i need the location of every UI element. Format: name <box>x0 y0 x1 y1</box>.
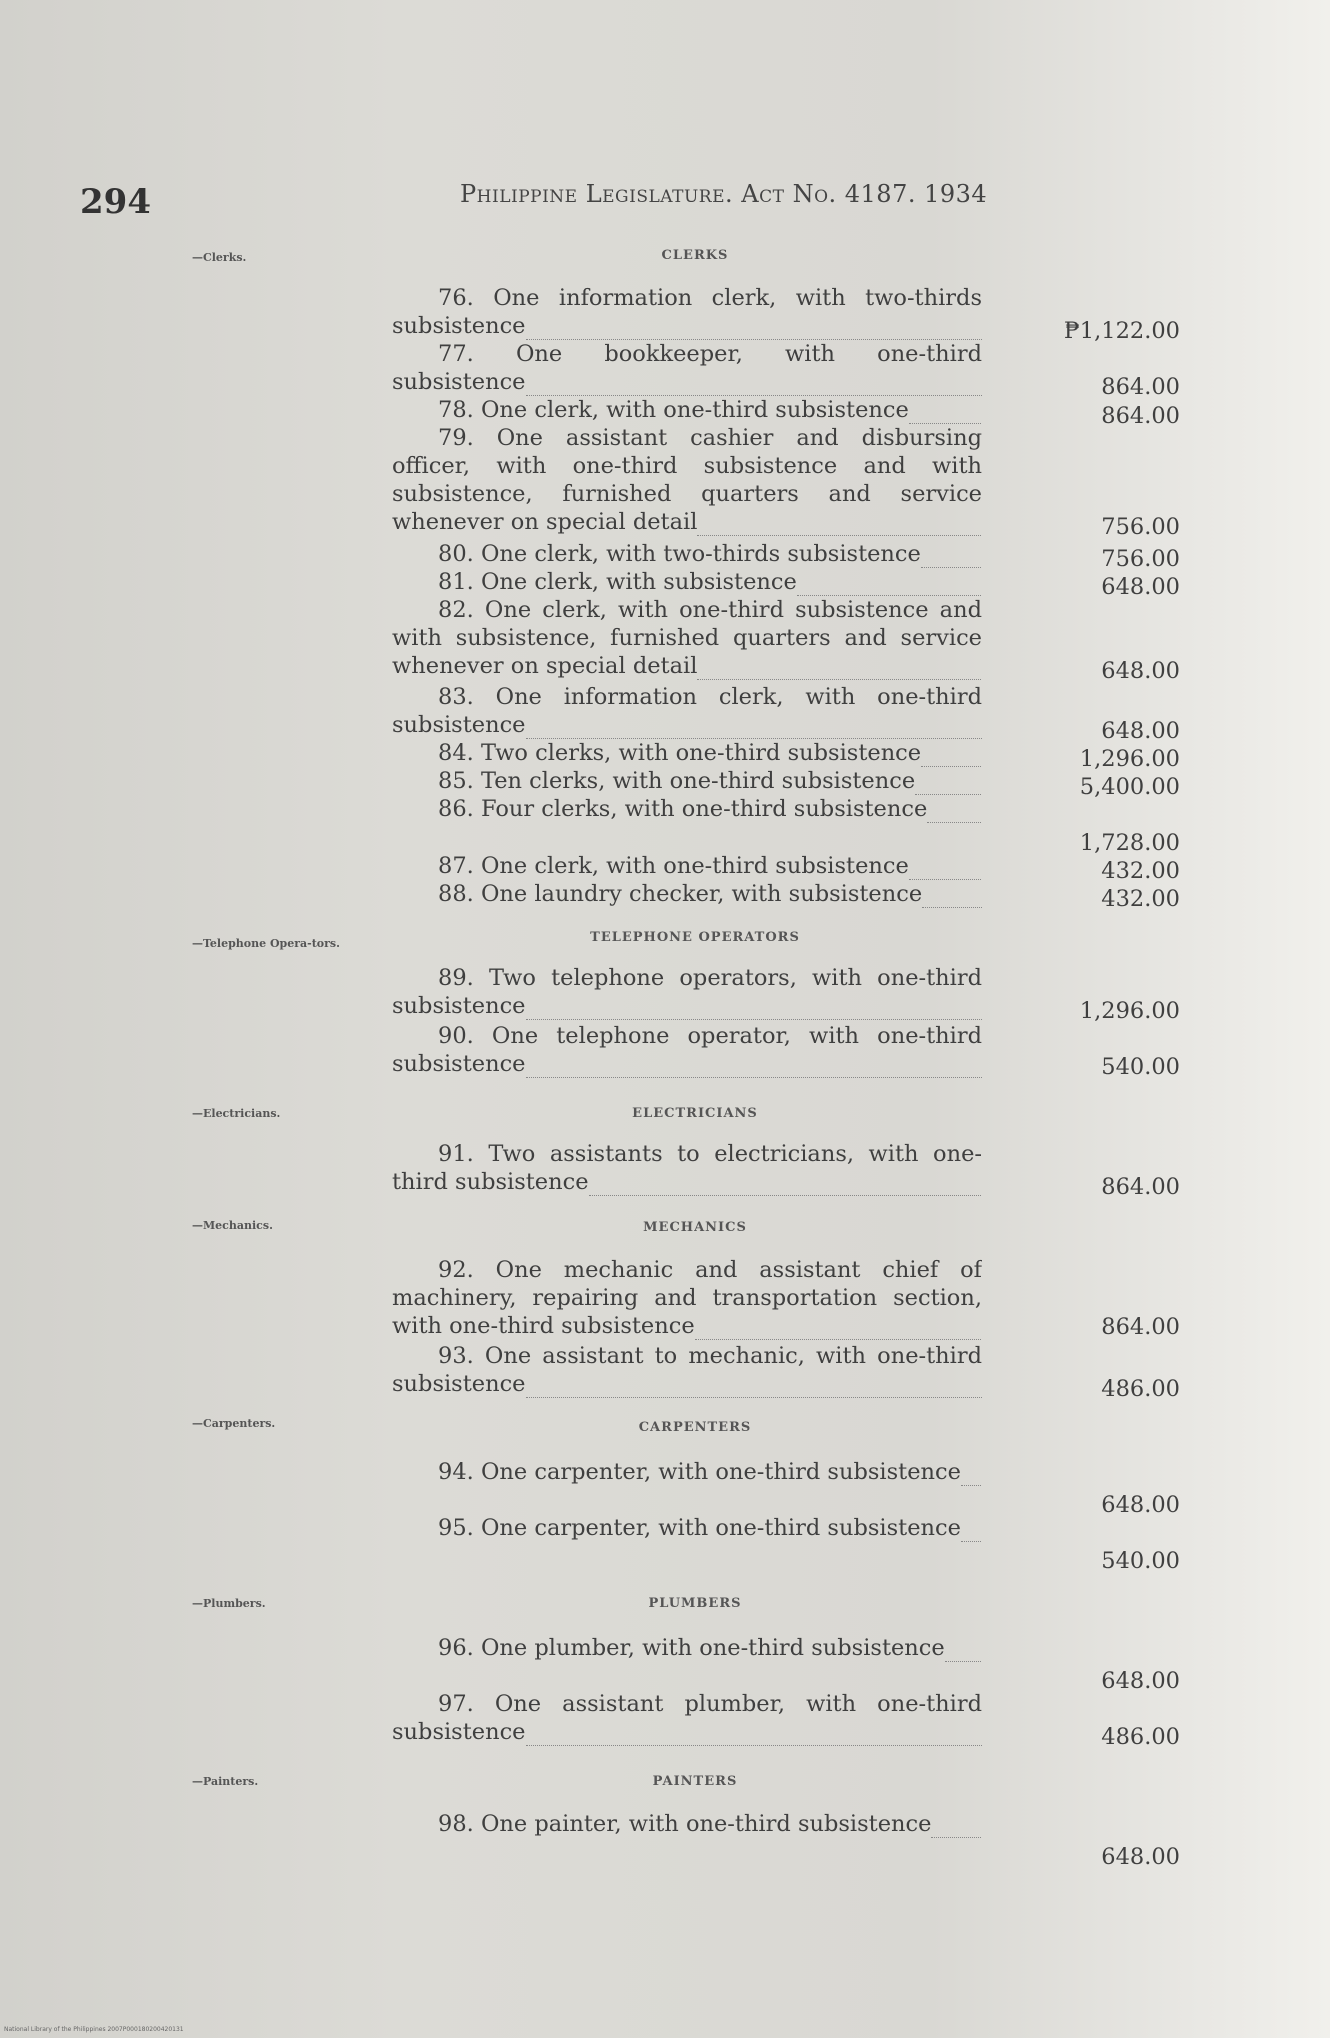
item-description <box>392 1634 982 1662</box>
item-89 <box>392 964 982 1020</box>
item-88 <box>392 880 982 908</box>
item-amount: 648.00 <box>1101 1844 1180 1870</box>
item-number: 83. <box>438 684 474 710</box>
item-77 <box>392 340 982 396</box>
item-text: One painter, with one-third subsistence <box>480 1811 932 1837</box>
item-number: 96. <box>438 1635 474 1661</box>
item-93 <box>392 1342 982 1398</box>
item-number: 76. <box>438 285 474 311</box>
item-84 <box>392 739 982 767</box>
item-number: 82. <box>438 597 474 623</box>
item-description <box>392 424 982 536</box>
item-97 <box>392 1690 982 1746</box>
item-text: One telephone operator, with one-third subsistence <box>392 1023 982 1077</box>
item-83 <box>392 683 982 739</box>
item-amount: 486.00 <box>1101 1724 1180 1750</box>
item-81 <box>392 568 982 596</box>
item-amount: 486.00 <box>1101 1376 1180 1402</box>
item-description <box>392 880 982 908</box>
item-number: 92. <box>438 1257 474 1283</box>
page-number: 294 <box>80 182 151 222</box>
item-text: Four clerks, with one-third subsistence <box>480 796 928 822</box>
item-text: Two telephone operators, with one-third subsistence <box>392 965 982 1019</box>
item-description <box>392 284 982 340</box>
section-heading-plumbers: PLUMBERS <box>648 1596 742 1611</box>
item-amount: 648.00 <box>1101 718 1180 744</box>
margin-note-carpenters: —Carpenters. <box>192 1417 276 1430</box>
item-text: One assistant cashier and disbursing officer, with one-third subsistence and with subsistence, furnished quarters and service whenever on special detail <box>392 425 982 535</box>
item-text: Ten clerks, with one-third subsistence <box>480 768 916 794</box>
item-76 <box>392 284 982 340</box>
scan-credit: National Library of the Philippines 2007P000180200420131 <box>4 2026 184 2033</box>
item-amount: 648.00 <box>1101 1668 1180 1694</box>
item-amount: 756.00 <box>1101 546 1180 572</box>
margin-note-telephone-operators: —Telephone Opera-tors. <box>192 937 340 950</box>
item-number: 80. <box>438 541 474 567</box>
item-number: 78. <box>438 397 474 423</box>
item-number: 87. <box>438 853 474 879</box>
item-92 <box>392 1256 982 1340</box>
section-heading-carpenters: CARPENTERS <box>638 1420 752 1435</box>
item-amount: 1,296.00 <box>1079 998 1180 1024</box>
item-description <box>392 795 982 823</box>
item-number: 95. <box>438 1515 474 1541</box>
item-number: 84. <box>438 740 474 766</box>
item-text: Two assistants to electricians, with one-third subsistence <box>392 1141 982 1195</box>
item-number: 90. <box>438 1023 474 1049</box>
item-description <box>392 1022 982 1078</box>
item-description <box>392 1342 982 1398</box>
margin-note-electricians: —Electricians. <box>192 1107 281 1120</box>
item-86 <box>392 795 982 823</box>
item-79 <box>392 424 982 536</box>
item-amount: 1,728.00 <box>1079 830 1180 856</box>
item-description <box>392 1140 982 1196</box>
item-number: 98. <box>438 1811 474 1837</box>
item-amount: 648.00 <box>1101 1492 1180 1518</box>
item-description <box>392 683 982 739</box>
item-text: One laundry checker, with subsistence <box>480 881 923 907</box>
item-number: 93. <box>438 1343 474 1369</box>
item-text: One information clerk, with two-thirds subsistence <box>392 285 982 339</box>
item-description <box>392 852 982 880</box>
item-amount: 864.00 <box>1101 1314 1180 1340</box>
item-description <box>392 396 982 424</box>
item-description <box>392 1690 982 1746</box>
item-text: One clerk, with two-thirds subsistence <box>480 541 921 567</box>
item-text: One clerk, with one-third subsistence <box>480 853 909 879</box>
item-description <box>392 596 982 680</box>
margin-note-plumbers: —Plumbers. <box>192 1597 266 1610</box>
margin-note-clerks: —Clerks. <box>192 251 247 264</box>
item-number: 79. <box>438 425 474 451</box>
item-amount: 1,296.00 <box>1079 746 1180 772</box>
item-90 <box>392 1022 982 1078</box>
section-heading-telephone-operators: TELEPHONE OPERATORS <box>590 930 800 945</box>
item-amount: 864.00 <box>1101 1174 1180 1200</box>
section-heading-painters: PAINTERS <box>652 1774 738 1789</box>
item-amount: 648.00 <box>1101 658 1180 684</box>
item-description <box>392 340 982 396</box>
item-number: 88. <box>438 881 474 907</box>
item-95 <box>392 1514 982 1542</box>
running-head: Philippine Legislature. Act No. 4187. 1934 <box>460 180 988 208</box>
item-description <box>392 964 982 1020</box>
item-amount: 540.00 <box>1101 1054 1180 1080</box>
item-91 <box>392 1140 982 1196</box>
section-heading-clerks: CLERKS <box>661 248 729 263</box>
margin-note-mechanics: —Mechanics. <box>192 1219 273 1232</box>
item-description <box>392 1514 982 1542</box>
item-description <box>392 568 982 596</box>
item-text: One bookkeeper, with one-third subsistence <box>392 341 982 395</box>
item-number: 77. <box>438 341 474 367</box>
item-number: 94. <box>438 1459 474 1485</box>
item-96 <box>392 1634 982 1662</box>
item-text: One carpenter, with one-third subsistence <box>480 1459 961 1485</box>
item-85 <box>392 767 982 795</box>
item-text: One carpenter, with one-third subsistence <box>480 1515 961 1541</box>
item-amount: 540.00 <box>1101 1548 1180 1574</box>
item-description <box>392 1458 982 1486</box>
item-amount: ₱1,122.00 <box>1063 318 1180 344</box>
item-amount: 5,400.00 <box>1079 774 1180 800</box>
item-94 <box>392 1458 982 1486</box>
item-98 <box>392 1810 982 1838</box>
item-number: 86. <box>438 796 474 822</box>
item-number: 85. <box>438 768 474 794</box>
item-number: 91. <box>438 1141 474 1167</box>
item-description <box>392 739 982 767</box>
item-78 <box>392 396 982 424</box>
item-text: One information clerk, with one-third subsistence <box>392 684 982 738</box>
item-text: One assistant plumber, with one-third subsistence <box>392 1691 982 1745</box>
item-text: One clerk, with subsistence <box>480 569 797 595</box>
item-description <box>392 540 982 568</box>
item-text: One clerk, with one-third subsistence <box>480 397 909 423</box>
item-amount: 648.00 <box>1101 574 1180 600</box>
item-amount: 864.00 <box>1101 403 1180 429</box>
item-text: One plumber, with one-third subsistence <box>480 1635 945 1661</box>
item-text: One mechanic and assistant chief of machinery, repairing and transportation section, with one-third subsistence <box>392 1257 982 1339</box>
item-number: 81. <box>438 569 474 595</box>
item-amount: 432.00 <box>1101 858 1180 884</box>
item-text: Two clerks, with one-third subsistence <box>480 740 922 766</box>
item-87 <box>392 852 982 880</box>
item-description <box>392 1256 982 1340</box>
item-text: One assistant to mechanic, with one-third subsistence <box>392 1343 982 1397</box>
section-heading-electricians: ELECTRICIANS <box>632 1106 758 1121</box>
item-description <box>392 767 982 795</box>
item-80 <box>392 540 982 568</box>
item-number: 97. <box>438 1691 474 1717</box>
item-description <box>392 1810 982 1838</box>
section-heading-mechanics: MECHANICS <box>643 1220 747 1235</box>
item-amount: 432.00 <box>1101 886 1180 912</box>
item-text: One clerk, with one-third subsistence and with subsistence, furnished quarters and service whenever on special detail <box>392 597 982 679</box>
margin-note-painters: —Painters. <box>192 1775 259 1788</box>
item-amount: 864.00 <box>1101 374 1180 400</box>
item-number: 89. <box>438 965 474 991</box>
item-amount: 756.00 <box>1101 514 1180 540</box>
item-82 <box>392 596 982 680</box>
